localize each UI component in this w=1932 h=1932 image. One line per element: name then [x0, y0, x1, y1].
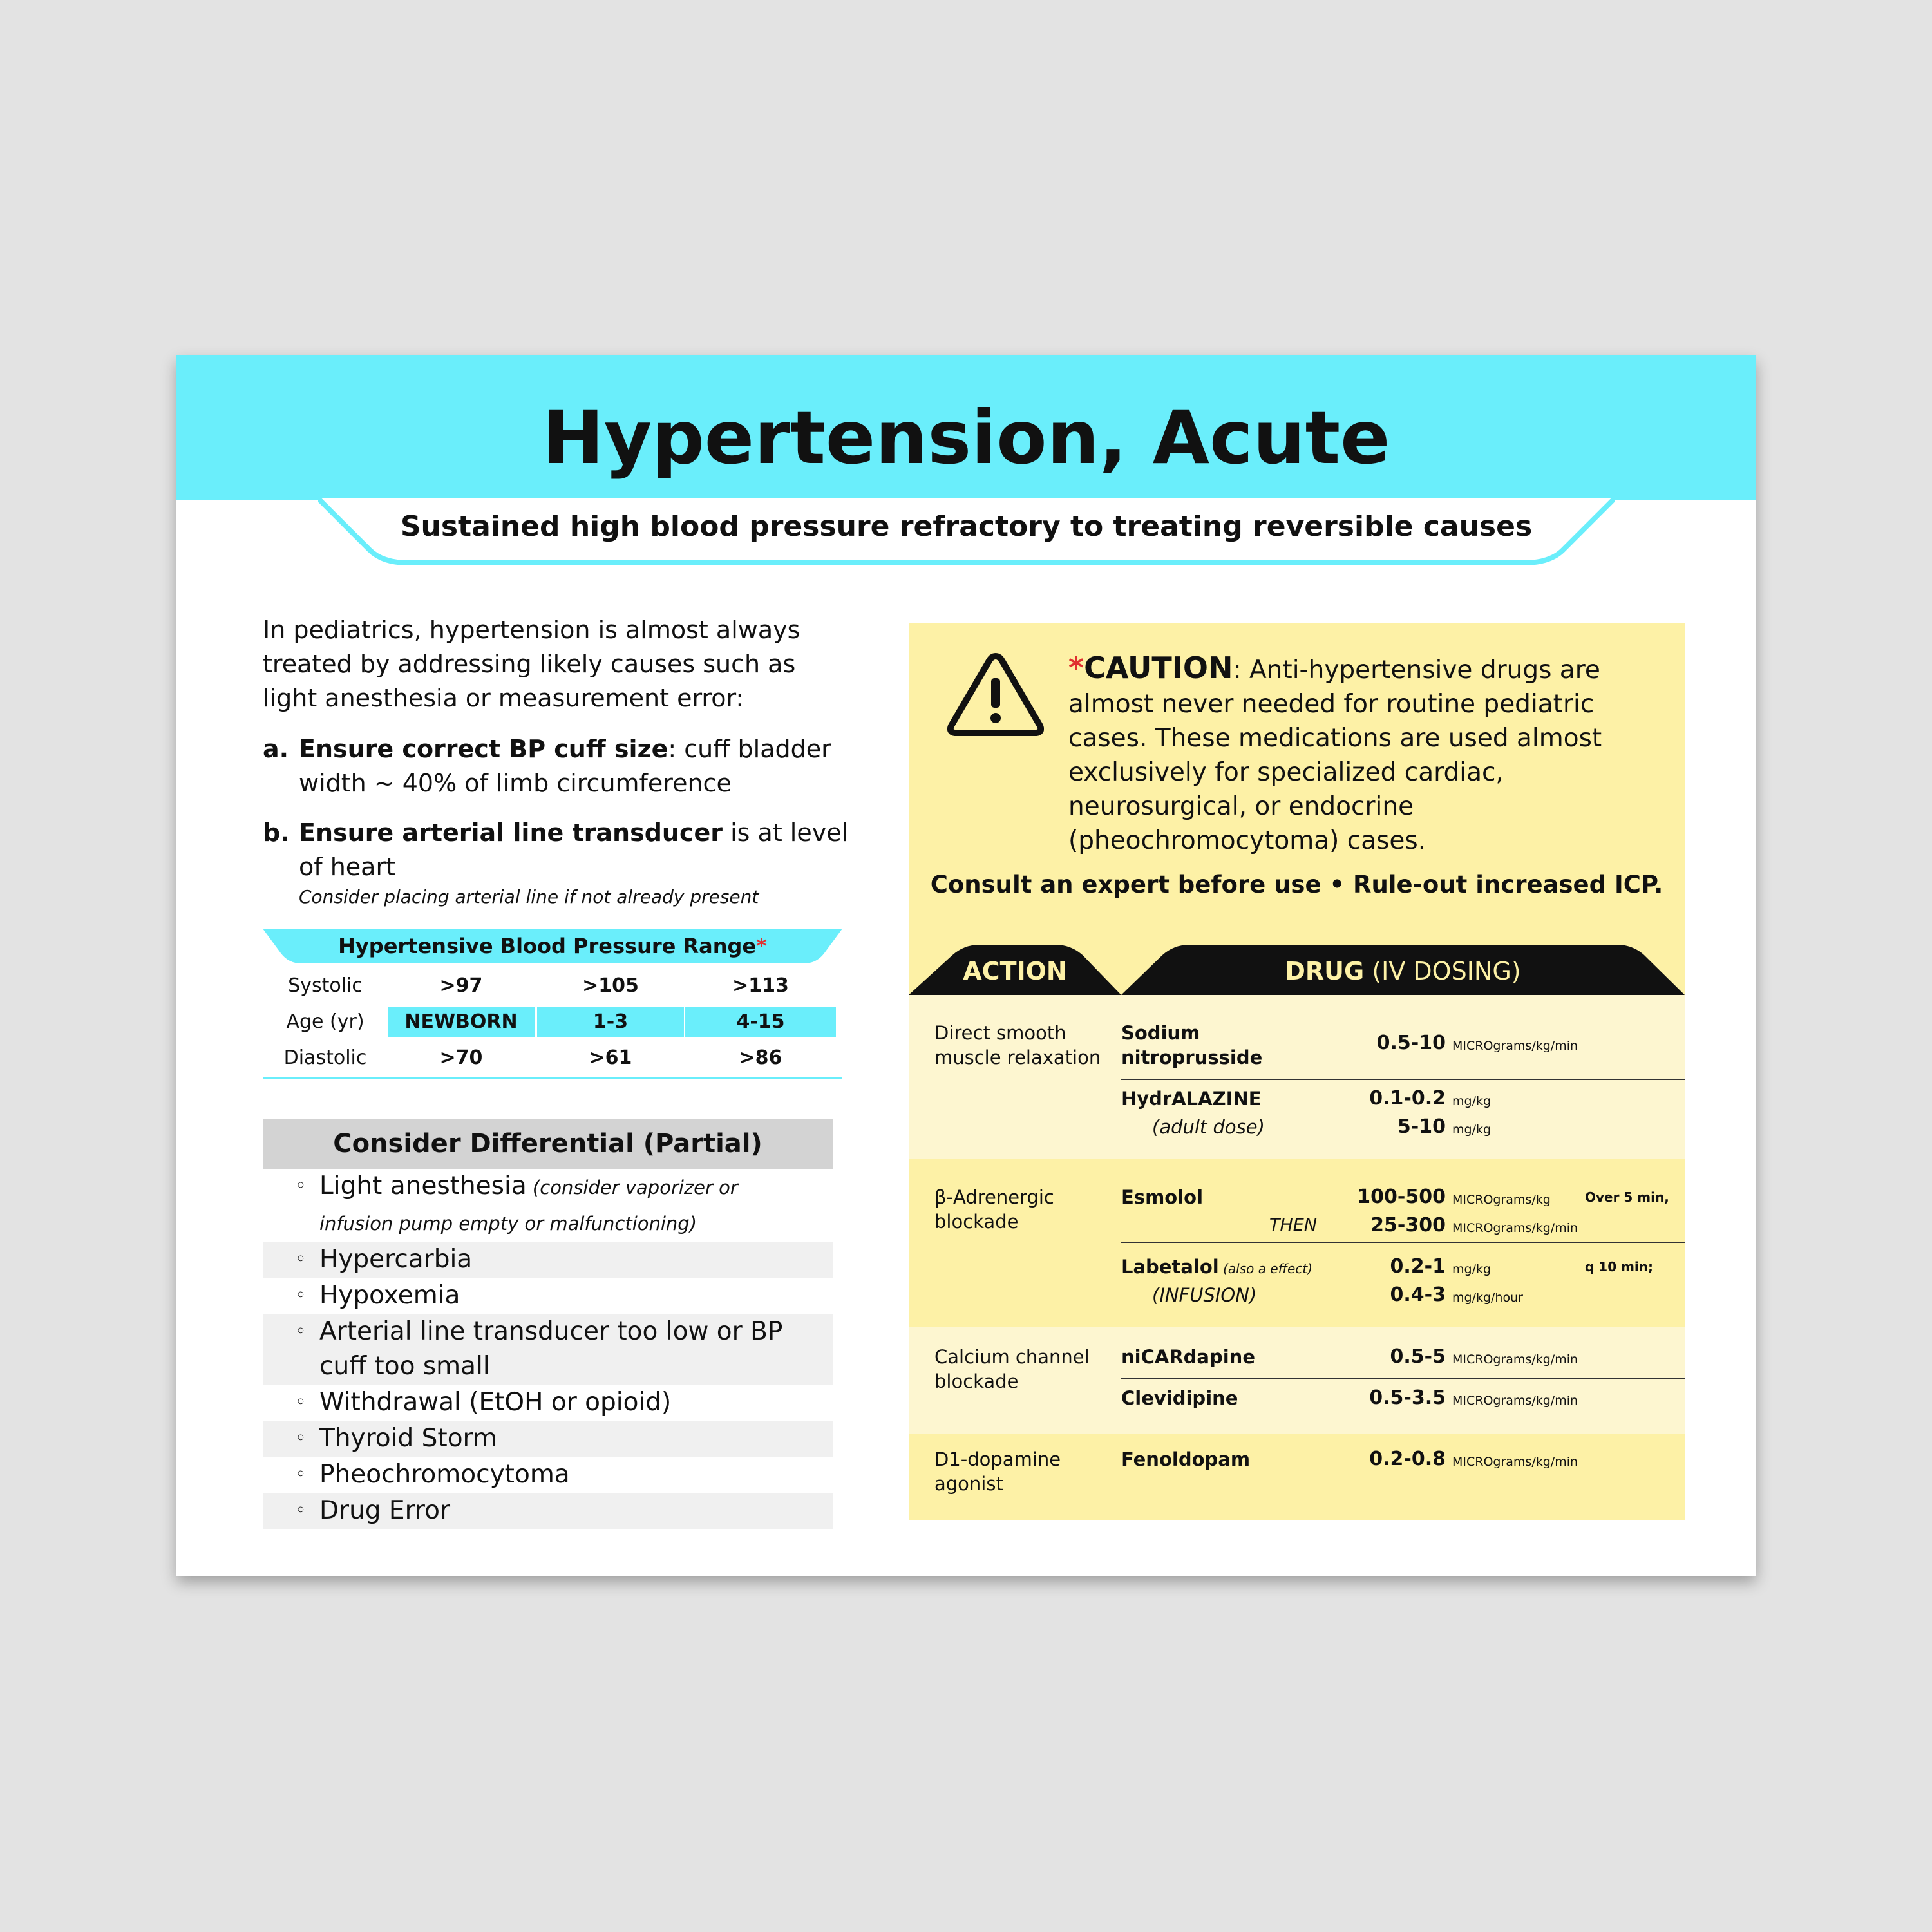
dose-unit: MICROgrams/kg/min	[1452, 1221, 1578, 1235]
row-label: Age (yr)	[286, 1010, 365, 1033]
bp-row-systolic	[263, 971, 842, 1006]
bullet-icon: ◦	[295, 1284, 307, 1307]
bp-value: >61	[589, 1046, 632, 1069]
action-label: β-Adrenergic blockade	[934, 1186, 1054, 1233]
page-title: Hypertension, Acute	[542, 395, 1390, 480]
list-item: ◦ Thyroid Storm	[263, 1421, 833, 1457]
bp-value: >105	[582, 974, 639, 997]
bp-value: >97	[439, 974, 483, 997]
dose-unit: mg/kg	[1452, 1094, 1492, 1108]
action-label: D1-dopamine agonist	[934, 1448, 1061, 1495]
intro-text: In pediatrics, hypertension is almost always treated by addressing likely causes such as light anesthesia or measurement error:	[263, 616, 800, 712]
step-bold: Ensure correct BP cuff size	[299, 735, 668, 763]
drug-name: Esmolol	[1121, 1186, 1204, 1208]
differential-title: Consider Differential (Partial)	[263, 1119, 833, 1169]
bullet-icon: ◦	[295, 1320, 307, 1343]
dose-unit: MICROgrams/kg/min	[1452, 1352, 1578, 1367]
dose-unit: MICROgrams/kg/min	[1452, 1394, 1578, 1408]
drug-name: HydrALAZINE	[1121, 1088, 1262, 1110]
bullet-icon: ◦	[295, 1248, 307, 1271]
caution-text: *CAUTION: Anti-hypertensive drugs are almost never needed for routine pediatric cases. These medications are used almost exclusively for specialized cardiac, neurosurgical, or endocrine (pheochromocytoma) cases.	[1068, 650, 1602, 855]
step-note: Consider placing arterial line if not already present	[299, 886, 759, 907]
bullet-icon: ◦	[295, 1463, 307, 1486]
drug-name: Fenoldopam	[1121, 1448, 1251, 1470]
dose-note: q 10 min;	[1585, 1259, 1654, 1274]
bullet-icon: ◦	[295, 1391, 307, 1414]
drug-subnote: (INFUSION)	[1152, 1284, 1257, 1306]
drug-header: DRUG (IV DOSING)	[1285, 957, 1521, 985]
dose-note: Over 5 min,	[1585, 1189, 1669, 1205]
dose-unit: MICROgrams/kg/min	[1452, 1455, 1578, 1469]
list-item: ◦ Hypoxemia	[263, 1278, 833, 1314]
drug-subnote: THEN	[1269, 1215, 1318, 1235]
drug-name: Labetalol (also a effect)	[1121, 1256, 1313, 1278]
drug-name: Sodium nitroprusside	[1121, 1022, 1263, 1068]
cognitive-aid-card	[176, 355, 1756, 1576]
step-text: is at level of heart	[299, 819, 849, 881]
dose-value: 25-300	[1370, 1214, 1446, 1236]
step-marker: b.	[263, 819, 290, 847]
row-label: Systolic	[288, 974, 363, 997]
dose-unit: MICROgrams/kg	[1452, 1193, 1551, 1207]
drug-group-calcium-channel	[909, 1327, 1685, 1434]
divider	[1121, 1079, 1685, 1080]
step-marker: a.	[263, 735, 289, 763]
dose-value: 0.2-0.8	[1369, 1448, 1446, 1470]
action-header: ACTION	[963, 957, 1067, 985]
asterisk: *	[1068, 650, 1084, 685]
caution-word: CAUTION	[1084, 650, 1233, 685]
dose-unit: mg/kg/hour	[1452, 1291, 1523, 1305]
dose-value: 0.1-0.2	[1369, 1087, 1446, 1110]
dose-unit: mg/kg	[1452, 1122, 1492, 1137]
bp-value: >86	[739, 1046, 782, 1069]
list-item: ◦ Withdrawal (EtOH or opioid)	[263, 1385, 833, 1421]
list-item: ◦ Drug Error	[263, 1493, 833, 1530]
bp-value: >70	[439, 1046, 483, 1069]
bullet-icon: ◦	[295, 1499, 307, 1522]
step-text: : cuff bladder width ~ 40% of limb circumference	[299, 735, 831, 797]
row-label: Diastolic	[283, 1046, 367, 1069]
divider	[263, 1077, 842, 1079]
bullet-icon: ◦	[295, 1175, 307, 1197]
dose-value: 0.2-1	[1390, 1255, 1446, 1278]
warning-triangle-icon	[947, 651, 1044, 737]
list-item: ◦ Arterial line transducer too low or BP cuff too small	[263, 1314, 833, 1385]
bp-row-age	[263, 1007, 842, 1042]
age-cell: 1-3	[537, 1007, 684, 1037]
age-cell: NEWBORN	[388, 1007, 535, 1037]
bp-value: >113	[732, 974, 789, 997]
dose-unit: mg/kg	[1452, 1262, 1492, 1276]
bp-row-diastolic	[263, 1043, 842, 1078]
dose-value: 0.5-3.5	[1369, 1387, 1446, 1409]
drug-group-dopamine-agonist	[909, 1434, 1685, 1520]
bp-range-title: Hypertensive Blood Pressure Range*	[338, 934, 767, 958]
list-item: ◦ Hypercarbia	[263, 1242, 833, 1278]
dose-unit: MICROgrams/kg/min	[1452, 1039, 1578, 1053]
asterisk: *	[756, 934, 767, 958]
drug-group-vasodilator	[909, 995, 1685, 1159]
action-label: Calcium channel blockade	[934, 1346, 1090, 1392]
bullet-icon: ◦	[295, 1427, 307, 1450]
step-bold: Ensure arterial line transducer	[299, 819, 723, 847]
dose-value: 0.5-5	[1390, 1345, 1446, 1368]
drug-name: Clevidipine	[1121, 1387, 1238, 1409]
dose-value: 5-10	[1397, 1115, 1446, 1138]
drug-name: niCARdapine	[1121, 1346, 1255, 1368]
dose-value: 100-500	[1357, 1186, 1446, 1208]
divider	[1121, 1378, 1685, 1379]
drug-group-beta-blockade	[909, 1159, 1685, 1327]
age-cell: 4-15	[685, 1007, 836, 1037]
action-label: Direct smooth muscle relaxation	[934, 1022, 1101, 1068]
list-item: ◦ Pheochromocytoma	[263, 1457, 833, 1493]
consult-note: Consult an expert before use • Rule-out increased ICP.	[930, 871, 1663, 898]
subtitle: Sustained high blood pressure refractory to treating reversible causes	[400, 510, 1533, 543]
dose-value: 0.4-3	[1390, 1283, 1446, 1306]
caution-panel	[909, 623, 1685, 1520]
divider	[1121, 1242, 1685, 1243]
drug-subnote: (adult dose)	[1152, 1116, 1265, 1138]
differential-list	[263, 1169, 833, 1530]
list-item: ◦ Light anesthesia (consider vaporizer or infusion pump empty or malfunctioning)	[263, 1169, 833, 1242]
dose-value: 0.5-10	[1376, 1032, 1446, 1054]
